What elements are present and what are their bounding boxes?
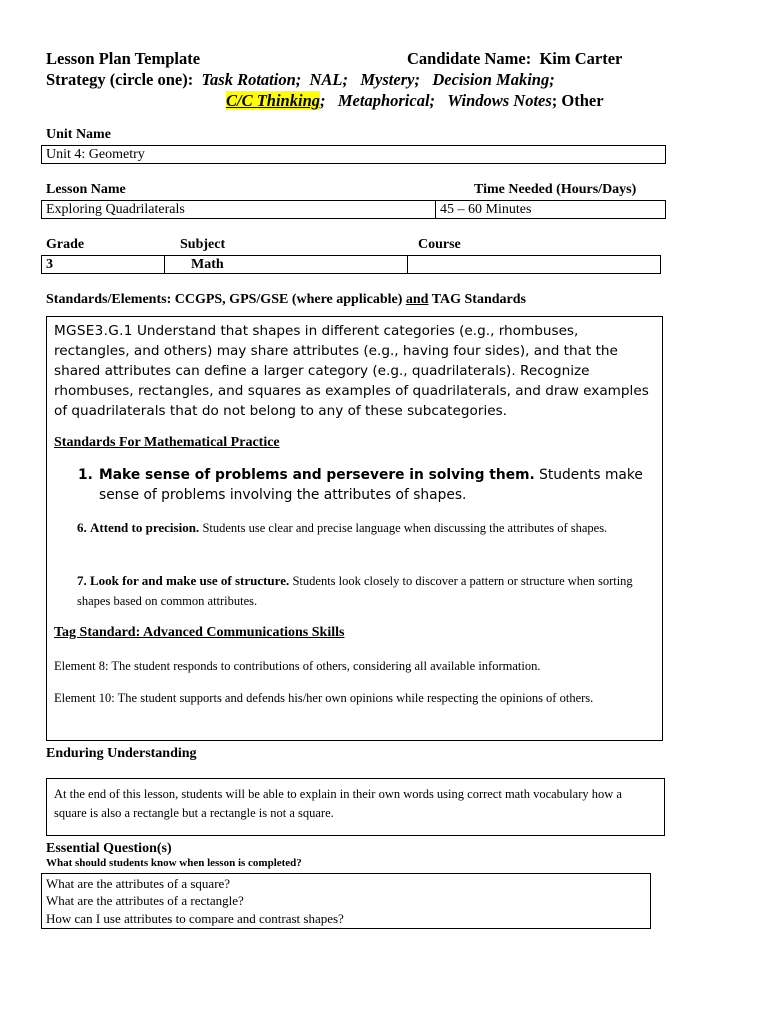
- subject-value: Math: [164, 256, 407, 273]
- strategy-mystery: Mystery;: [360, 70, 420, 89]
- grade-label: Grade: [46, 237, 85, 252]
- subject-label: Subject: [180, 237, 226, 252]
- strategy-windows-notes: Windows Notes: [447, 91, 552, 110]
- enduring-box: [46, 778, 665, 836]
- candidate-name: Kim Carter: [539, 49, 623, 68]
- unit-name-field: [41, 145, 666, 164]
- essential-questions-box: [41, 873, 651, 929]
- candidate-label: Candidate Name:: [407, 49, 532, 68]
- strategy-other: Other: [561, 91, 604, 110]
- course-value: [407, 256, 660, 273]
- practice-item-number: 1.: [78, 467, 93, 483]
- strategy-task-rotation: Task Rotation;: [201, 70, 302, 89]
- practice-item-text: Students look closely to discover a pattern or structure when sorting shapes based on common attributes.: [77, 574, 633, 608]
- essential-label: Essential Question(s): [46, 841, 172, 856]
- grade-row: [41, 255, 661, 274]
- practice-item-text: Students use clear and precise language when discussing the attributes of shapes.: [202, 521, 608, 535]
- grade-value: 3: [46, 257, 53, 272]
- time-needed-value: 45 – 60 Minutes: [435, 201, 665, 218]
- tag-standard-heading: Tag Standard: Advanced Communications Skills: [54, 625, 345, 640]
- practice-item-title: Make sense of problems and persevere in solving them.: [99, 467, 535, 483]
- strategy-line-1: [46, 69, 555, 90]
- time-needed-label: Time Needed (Hours/Days): [474, 182, 637, 197]
- strategy-label: Strategy (circle one):: [46, 70, 194, 89]
- essential-sublabel: What should students know when lesson is completed?: [46, 857, 302, 869]
- standards-heading: Standards/Elements: CCGPS, GPS/GSE (where applicable) and TAG Standards: [46, 292, 526, 307]
- enduring-text: At the end of this lesson, students will be able to explain in their own words using correct math vocabulary how a square is also a rectangle but a rectangle is not a square.: [54, 787, 622, 820]
- strategy-metaphorical: Metaphorical;: [337, 91, 436, 110]
- unit-name-label: Unit Name: [46, 127, 111, 142]
- course-label: Course: [418, 237, 461, 252]
- practice-heading: Standards For Mathematical Practice: [54, 435, 280, 450]
- practice-item-7: [77, 571, 647, 611]
- main-standard: [54, 321, 656, 421]
- strategy-decision-making: Decision Making;: [432, 70, 555, 89]
- lesson-name-row: [41, 200, 666, 219]
- practice-item-6: [77, 518, 647, 538]
- element-10: Element 10: The student supports and defends his/her own opinions while respecting the opinions of others.: [54, 691, 594, 705]
- candidate-name-line: [407, 48, 622, 69]
- practice-item-title: Look for and make use of structure.: [90, 573, 290, 588]
- practice-item-title: Attend to precision.: [90, 520, 200, 535]
- practice-item-number: 7.: [77, 573, 87, 588]
- enduring-label: Enduring Understanding: [46, 746, 197, 761]
- strategy-line-2: C/C Thinking; Metaphorical; Windows Notes; Other: [226, 91, 604, 110]
- lesson-name-label: Lesson Name: [46, 182, 126, 197]
- strategy-cc-thinking: C/C Thinking: [226, 91, 320, 110]
- unit-name-value: Unit 4: Geometry: [46, 147, 145, 162]
- page-title: Lesson Plan Template: [46, 49, 201, 68]
- essential-question: What are the attributes of a square?: [46, 876, 231, 891]
- strategy-nal: NAL;: [309, 70, 349, 89]
- lesson-name-value: Exploring Quadrilaterals: [46, 202, 185, 217]
- practice-item-1: [78, 465, 648, 505]
- practice-item-text: Students make sense of problems involving the attributes of shapes.: [99, 467, 643, 503]
- practice-item-number: 6.: [77, 520, 87, 535]
- element-8: Element 8: The student responds to contributions of others, considering all available information.: [54, 659, 541, 673]
- standard-text: Understand that shapes in different categories (e.g., rhombuses, rectangles, and others) may share attributes (e.g., having four sides), and that the shared attributes can define a larger category (e.g., quadrilaterals). Recognize rhombuses, rectangles, and squares as examples of quadrilaterals, and draw examples of quadrilaterals that do not belong to any of these subcategories.: [54, 323, 649, 419]
- essential-question: What are the attributes of a rectangle?: [46, 893, 244, 908]
- essential-question: How can I use attributes to compare and contrast shapes?: [46, 911, 344, 926]
- standard-code: MGSE3.G.1: [54, 323, 133, 339]
